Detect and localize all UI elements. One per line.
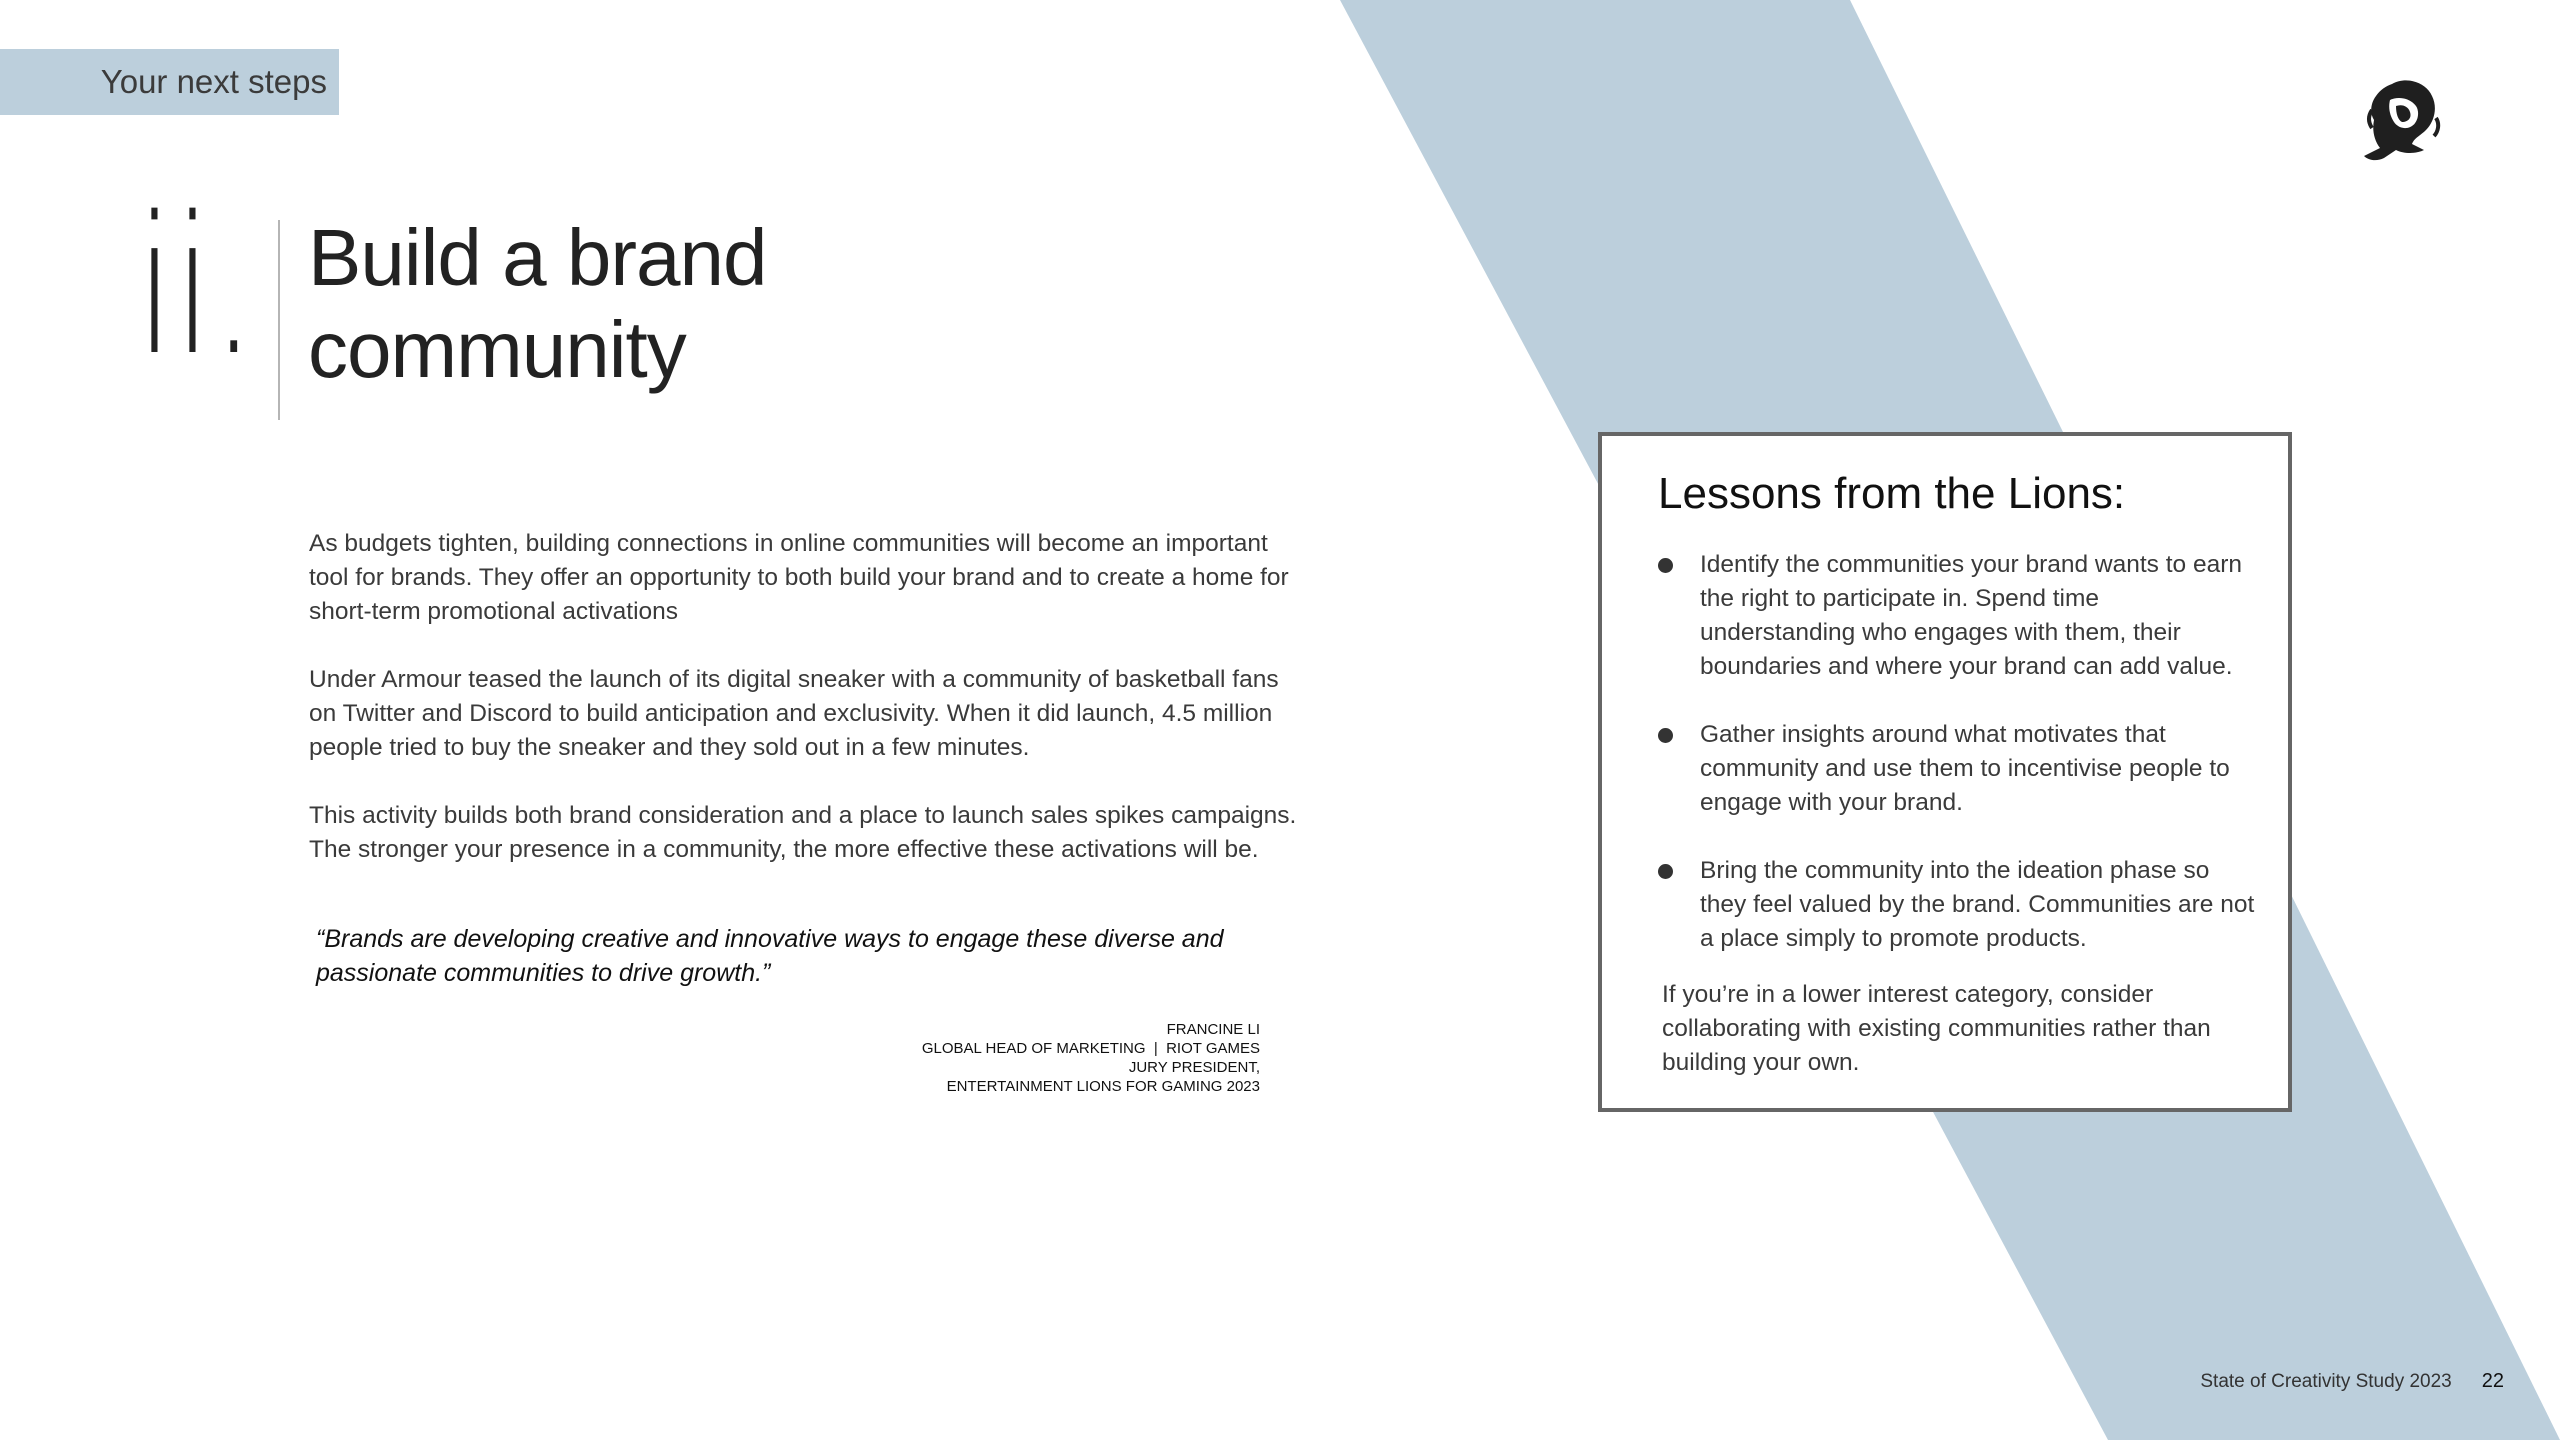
page-title-line-2: community [308,305,686,394]
lessons-list-item [1658,548,2258,684]
section-numeral: ii. [136,176,256,397]
page-title-line-1: Build a brand [308,213,767,302]
page-footer [2200,1370,2504,1393]
body-copy [309,527,1309,901]
bullet-dot-icon [1658,558,1673,573]
title-divider [278,220,280,420]
page-title [308,212,1208,396]
lessons-footer-note: If you’re in a lower interest category, consider collaborating with existing communities rather than building your own. [1662,981,2211,1076]
pull-quote: “Brands are developing creative and innovative ways to engage these diverse and passionate communities to drive growth.” [316,925,1224,987]
body-paragraph: As budgets tighten, building connections in online communities will become an important tool for brands. They offer an opportunity to both build your brand and to create a home for short-term promotional activations [309,530,1289,625]
attribution-event: ENTERTAINMENT LIONS FOR GAMING 2023 [946,1078,1260,1095]
lessons-item-text: Bring the community into the ideation phase so they feel valued by the brand. Communities are not a place simply to promote products. [1700,857,2255,952]
bullet-dot-icon [1658,728,1673,743]
section-tag-label: Your next steps [100,63,327,100]
body-paragraph: Under Armour teased the launch of its digital sneaker with a community of basketball fans on Twitter and Discord to build anticipation and exclusivity. When it did launch, 4.5 million people tried to buy the sneaker and they sold out in a few minutes. [309,666,1279,761]
lessons-list [1658,548,2258,990]
quote-attribution [760,1020,1260,1096]
lessons-title: Lessons from the Lions: [1658,469,2126,518]
bullet-dot-icon [1658,864,1673,879]
footer-study-label: State of Creativity Study 2023 [2200,1371,2452,1392]
body-paragraph: This activity builds both brand consideration and a place to launch sales spikes campaigns. The stronger your presence in a community, the more effective these activations will be. [309,802,1297,863]
attribution-name: FRANCINE LI [1166,1021,1260,1038]
cannes-lions-head-icon [2362,78,2442,162]
lessons-item-text: Identify the communities your brand wants to earn the right to participate in. Spend time understanding who engages with them, their boundaries and where your brand can add value. [1700,551,2243,680]
section-tag [0,49,339,115]
lessons-list-item [1658,718,2258,820]
lessons-list-item [1658,854,2258,956]
lessons-box [1598,432,2292,1112]
attribution-jury: JURY PRESIDENT, [1128,1059,1260,1076]
lessons-item-text: Gather insights around what motivates that community and use them to incentivise people to engage with your brand. [1700,721,2230,816]
attribution-role: GLOBAL HEAD OF MARKETING | RIOT GAMES [921,1040,1260,1057]
page-number: 22 [2481,1370,2504,1392]
